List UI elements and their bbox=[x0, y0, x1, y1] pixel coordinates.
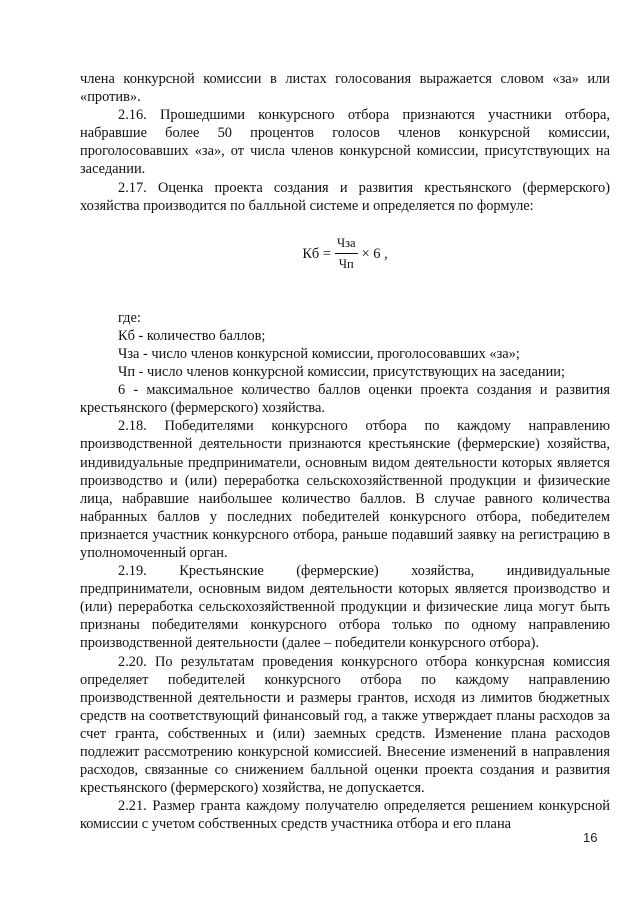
formula-lhs: Кб = bbox=[302, 245, 331, 262]
formula-denominator: Чп bbox=[338, 257, 354, 272]
definition-kb: Кб - количество баллов; bbox=[118, 327, 266, 344]
paragraph-2-18: 2.18. Победителями конкурсного отбора по каждому направлению производственной деятельности признаются крестьянские (фермерские) хозяйства, индивидуальные предприниматели, основным видом деятельности которых является производство и (или) переработка сельскохозяйственной продукции и физические лица, набравшие наибольшее количество баллов. В случае равного количества набранных баллов у последних победителей конкурсного отбора, победителем признается участник конкурсного отбора, раньше подавший заявку на регистрацию в уполномоченный орган. bbox=[80, 418, 610, 561]
formula-fraction bbox=[335, 235, 358, 272]
page-number: 16 bbox=[583, 830, 598, 845]
paragraph-2-16: 2.16. Прошедшими конкурсного отбора признаются участники отбора, набравшие более 50 процентов голосов членов конкурсной комиссии, проголосовавших «за», от числа членов конкурсной комиссии, присутствующих на заседании. bbox=[80, 107, 610, 178]
paragraph-2-21: 2.21. Размер гранта каждому получателю определяется решением конкурсной комиссии с учетом собственных средств участника отбора и его плана bbox=[80, 798, 610, 833]
formula-numerator: Чза bbox=[335, 235, 358, 254]
definition-six: 6 - максимальное количество баллов оценки проекта создания и развития крестьянского (фермерского) хозяйства. bbox=[80, 382, 610, 417]
formula-rhs: × 6 , bbox=[361, 245, 388, 262]
definition-chza: Чза - число членов конкурсной комиссии, проголосовавших «за»; bbox=[118, 345, 520, 362]
score-formula bbox=[80, 221, 610, 287]
where-label: где: bbox=[118, 309, 141, 326]
paragraph-continuation: члена конкурсной комиссии в листах голосования выражается словом «за» или «против». bbox=[80, 71, 610, 106]
paragraph-2-17: 2.17. Оценка проекта создания и развития крестьянского (фермерского) хозяйства производится по балльной системе и определяется по формуле: bbox=[80, 179, 610, 214]
paragraph-2-19: 2.19. Крестьянские (фермерские) хозяйства, индивидуальные предприниматели, основным видом деятельности которых является производство и (или) переработка сельскохозяйственной продукции и физические лица могут быть признаны победителями конкурсного отбора только по одному направлению производственной деятельности (далее – победители конкурсного отбора). bbox=[80, 563, 610, 652]
definition-chp: Чп - число членов конкурсной комиссии, присутствующих на заседании; bbox=[118, 364, 566, 381]
body-text bbox=[80, 70, 610, 833]
paragraph-2-20: 2.20. По результатам проведения конкурсного отбора конкурсная комиссия определяет победителей конкурсного отбора по каждому направлению производственной деятельности и размеры грантов, исходя из лимитов бюджетных средств на соответствующий финансовый год, а также утверждает планы расходов за счет гранта, собственных и (или) заемных средств. Изменение плана расходов подлежит рассмотрению конкурсной комиссией. Внесение изменений в направления расходов, связанные со снижением балльной оценки проекта создания и развития крестьянского (фермерского) хозяйства, не допускается. bbox=[80, 653, 610, 797]
